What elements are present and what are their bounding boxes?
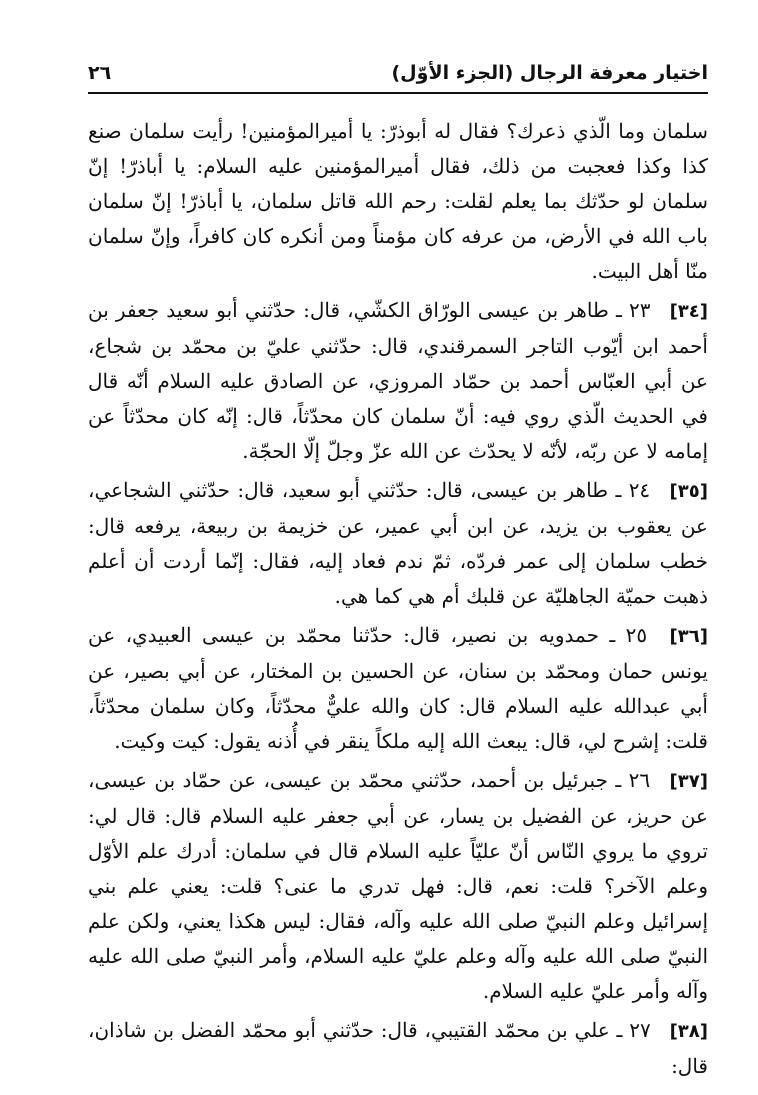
- paragraph-text: ٢٣ ـ طاهر بن عيسى الورّاق الكشّي، قال: حدّثني أبو سعيد جعفر بن أحمد ابن أيّوب التاجر السمرقندي، قال: حدّثني عليّ بن محمّد بن شجاع، عن أبي العبّاس أحمد بن حمّاد المروزي، عن الصادق عليه السلام أنّه قال في الحديث الّذي روي فيه: أنّ سلمان كان محدّثاً، قال: إنّه كان محدّثاً عن إمامه لا عن ربّه، لأنّه لا يحدّث عن الله عزّ وجلّ إلّا الحجّة.: [88, 298, 708, 463]
- main-text: [88, 114, 708, 1088]
- hadith-ref-number: [٣٤]: [669, 301, 709, 322]
- paragraph-text: ٢٤ ـ طاهر بن عيسى، قال: حدّثني أبو سعيد، قال: حدّثني الشجاعي، عن يعقوب بن يزيد، عن ابن أبي عمير، عن خزيمة بن ربيعة، يرفعه قال: خطب سلمان إلى عمر فردّه، ثمّ ندم فعاد إليه، فقال: إنّما أردت أن أعلم ذهبت حميّة الجاهليّة عن قلبك أم هي كما هي.: [88, 478, 708, 608]
- running-header: [88, 58, 708, 94]
- paragraph-text: ٢٦ ـ جبرئيل بن أحمد، حدّثني محمّد بن عيسى، عن حمّاد بن عيسى، عن حريز، عن الفضيل بن يسار، عن أبي جعفر عليه السلام قال: قال لي: تروي ما يروي النّاس أنّ عليّاً عليه السلام قال في سلمان: أدرك علم الأوّل وعلم الآخر؟ قلت: نعم، قال: فهل تدري ما عنى؟ قلت: يعني علم بني إسرائيل وعلم النبيّ صلى الله عليه وآله، فقال: ليس هكذا يعني، ولكن علم النبيّ صلى الله عليه وآله وعلم عليّ عليه السلام، وأمر النبيّ صلى الله عليه وآله وأمر عليّ عليه السلام.: [88, 768, 708, 1003]
- hadith-37: [88, 763, 708, 1009]
- hadith-ref-number: [٣٧]: [669, 771, 708, 792]
- paragraph-continuation: [88, 114, 708, 289]
- book-title: اختيار معرفة الرجال (الجزء الأوّل): [391, 62, 708, 84]
- hadith-35: [88, 473, 708, 614]
- paragraph-text: ٢٧ ـ علي بن محمّد القتيبي، قال: حدّثني أبو محمّد الفضل بن شاذان، قال:: [88, 1018, 708, 1078]
- page-number: ٢٦: [88, 62, 112, 84]
- hadith-34: [88, 293, 708, 469]
- paragraph-text: سلمان وما الّذي ذعرك؟ فقال له أبوذرّ: يا أميرالمؤمنين! رأيت سلمان صنع كذا وكذا فعجبت من ذلك، فقال أميرالمؤمنين عليه السلام: يا أباذرّ! إنّ سلمان لو حدّثك بما يعلم لقلت: رحم الله قاتل سلمان، يا أباذرّ! إنّ سلمان باب الله في الأرض، من عرفه كان مؤمناً ومن أنكره كان كافراً، وإنّ سلمان منّا أهل البيت.: [88, 119, 709, 283]
- paragraph-text: ٢٥ ـ حمدويه بن نصير، قال: حدّثنا محمّد بن عيسى العبيدي، عن يونس حمان ومحمّد بن سنان، عن الحسين بن المختار، عن أبي بصير، عن أبي عبدالله عليه السلام قال: كان والله عليٌّ محدّثاً، وكان سلمان محدّثاً، قلت: إشرح لي، قال: يبعث الله إليه ملكاً ينقر في أُذنه يقول: كيت وكيت.: [88, 623, 708, 753]
- hadith-ref-number: [٣٨]: [669, 1021, 709, 1042]
- hadith-ref-number: [٣٦]: [669, 626, 708, 647]
- hadith-ref-number: [٣٥]: [669, 481, 708, 502]
- hadith-38: [88, 1013, 708, 1084]
- hadith-36: [88, 618, 708, 759]
